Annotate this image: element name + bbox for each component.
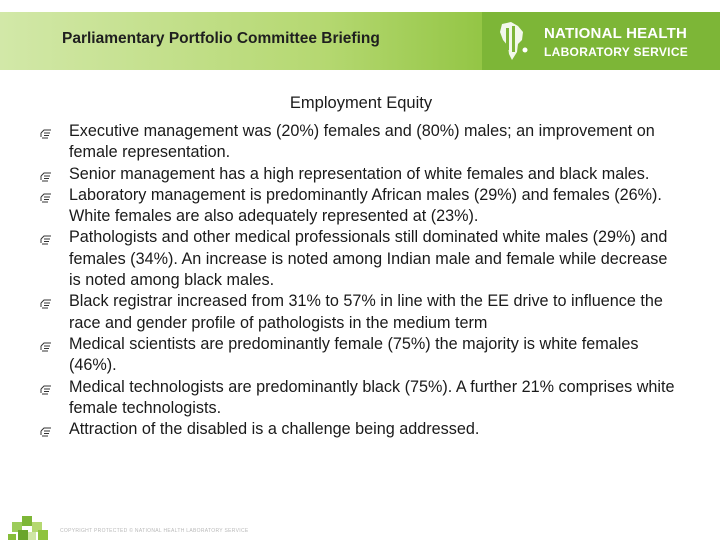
bullet-text: Black registrar increased from 31% to 57% in line with the EE drive to influence the race and gender profile of pathologists in the medium term <box>69 292 663 332</box>
pointing-hand-icon <box>40 169 53 182</box>
logo-line-2: LABORATORY SERVICE <box>544 45 689 59</box>
africa-map-icon <box>496 20 530 62</box>
bullet-text: Attraction of the disabled is a challenge being addressed. <box>69 420 480 439</box>
bullet-text: Medical technologists are predominantly black (75%). A further 21% comprises white female technologists. <box>69 377 675 417</box>
pointing-hand-icon <box>40 232 53 245</box>
bullet-text: Pathologists and other medical professionals still dominated white males (29%) and females (34%). An increase is noted among Indian male and female while decrease is noted among black males. <box>69 228 668 290</box>
bullet-item <box>40 164 680 185</box>
bullet-item <box>40 377 680 420</box>
pointing-hand-icon <box>40 126 53 139</box>
bullet-text: Senior management has a high representation of white females and black males. <box>69 164 650 183</box>
pointing-hand-icon <box>40 424 53 437</box>
bullet-item <box>40 185 680 228</box>
copyright-text: COPYRIGHT PROTECTED © NATIONAL HEALTH LABORATORY SERVICE <box>60 528 249 534</box>
bullet-text: Laboratory management is predominantly African males (29%) and females (26%). White females are also adequately represented at (23%). <box>69 185 662 226</box>
green-cubes-decoration <box>8 508 58 540</box>
page-title: Parliamentary Portfolio Committee Briefing <box>62 30 380 47</box>
pointing-hand-icon <box>40 190 53 203</box>
pointing-hand-icon <box>40 382 53 395</box>
bullet-item <box>40 291 680 334</box>
bullet-list <box>40 121 680 440</box>
pointing-hand-icon <box>40 296 53 309</box>
bullet-text: Medical scientists are predominantly female (75%) the majority is white females (46%). <box>69 334 639 375</box>
nhls-logo <box>482 12 720 70</box>
bullet-item <box>40 419 680 440</box>
bullet-item <box>40 121 680 164</box>
bullet-text: Executive management was (20%) females and (80%) males; an improvement on female representation. <box>69 122 655 162</box>
pointing-hand-icon <box>40 339 53 352</box>
logo-line-1: NATIONAL HEALTH <box>544 25 687 42</box>
bullet-item <box>40 334 680 377</box>
section-title: Employment Equity <box>289 94 433 112</box>
bullet-item <box>40 227 680 291</box>
